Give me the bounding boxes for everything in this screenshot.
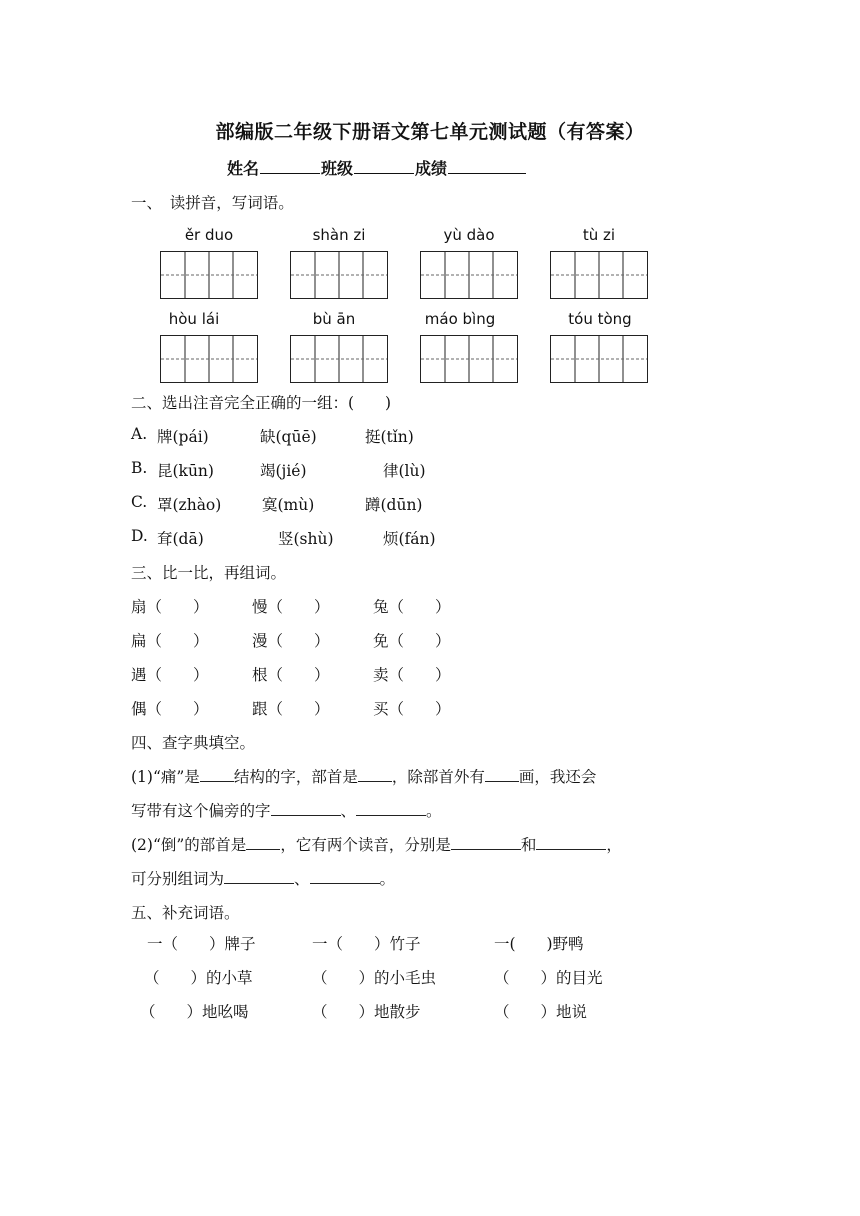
compare-item: 扇（ ） xyxy=(131,598,209,616)
writing-grid[interactable] xyxy=(290,335,388,383)
writing-grid[interactable] xyxy=(420,335,518,383)
option-item: 缺(qūē) xyxy=(260,428,317,446)
compare-item: 兔（ ） xyxy=(373,598,451,616)
answer-blank[interactable] xyxy=(451,835,521,850)
compare-item: 慢（ ） xyxy=(252,598,330,616)
question-text: ，除部首外有 xyxy=(391,768,485,786)
answer-blank[interactable] xyxy=(536,835,606,850)
option-item: 耷(dā) xyxy=(157,530,204,548)
question-text: 、 xyxy=(340,802,357,820)
question-text: (2)“倒”的部首是 xyxy=(131,836,247,854)
compare-item: 遇（ ） xyxy=(131,666,209,684)
pinyin-label: yù dào xyxy=(443,226,495,244)
option-item: 律(lù) xyxy=(383,462,426,480)
pinyin-label: máo bìng xyxy=(424,310,496,328)
question-text: 。 xyxy=(426,802,442,820)
question-text: ，它有两个读音，分别是 xyxy=(280,836,451,854)
option-item: 烦(fán) xyxy=(383,530,436,548)
section3-heading: 三、比一比，再组词。 xyxy=(131,564,287,582)
name-blank xyxy=(260,157,320,174)
answer-blank[interactable] xyxy=(200,767,234,782)
question-1-line-1 xyxy=(131,765,596,787)
question-text: 。 xyxy=(379,870,396,888)
question-2-line-2 xyxy=(131,867,395,889)
writing-grid[interactable] xyxy=(550,251,648,299)
answer-blank[interactable] xyxy=(485,767,519,782)
pinyin-label: hòu lái xyxy=(168,310,220,328)
question-1-line-2 xyxy=(131,799,442,821)
option-letter: D. xyxy=(131,527,148,545)
section1-heading: 一、 读拼音，写词语。 xyxy=(131,194,294,212)
question-text: 可分别组词为 xyxy=(131,870,225,888)
phrase-item: （ ）地说 xyxy=(494,1003,588,1021)
phrase-item: （ ）的小毛虫 xyxy=(312,969,437,987)
question-text: ， xyxy=(606,836,622,854)
writing-grid[interactable] xyxy=(550,335,648,383)
question-text: 和 xyxy=(520,836,537,854)
phrase-item: 一（ ）竹子 xyxy=(312,935,421,953)
class-blank xyxy=(354,157,414,174)
answer-blank[interactable] xyxy=(310,869,380,884)
option-item: 竭(jié) xyxy=(260,462,307,480)
option-item: 蹲(dūn) xyxy=(365,496,423,514)
phrase-item: 一（ ）牌子 xyxy=(147,935,256,953)
question-text: 画，我还会 xyxy=(518,768,597,786)
option-item: 罩(zhào) xyxy=(157,496,222,514)
answer-blank[interactable] xyxy=(356,801,426,816)
question-text: 、 xyxy=(294,870,310,888)
question-text: 写带有这个偏旁的字 xyxy=(131,802,271,820)
option-item: 竖(shù) xyxy=(278,530,334,548)
compare-item: 偶（ ） xyxy=(131,700,209,718)
section2-heading: 二、选出注音完全正确的一组：( ) xyxy=(131,394,392,412)
answer-blank[interactable] xyxy=(271,801,341,816)
compare-item: 根（ ） xyxy=(252,666,330,684)
option-item: 寞(mù) xyxy=(262,496,315,514)
compare-item: 扁（ ） xyxy=(131,632,209,650)
section4-heading: 四、查字典填空。 xyxy=(131,734,256,752)
phrase-item: 一( )野鸭 xyxy=(494,935,584,953)
name-label: 姓名 xyxy=(227,159,260,178)
pinyin-label: tóu tòng xyxy=(568,310,632,328)
compare-item: 跟（ ） xyxy=(252,700,330,718)
pinyin-label: shàn zi xyxy=(312,226,366,244)
pinyin-label: tù zi xyxy=(582,226,616,244)
question-2-line-1 xyxy=(131,833,622,855)
option-item: 挺(tǐn) xyxy=(365,428,414,446)
score-blank xyxy=(448,157,526,174)
phrase-item: （ ）的目光 xyxy=(494,969,603,987)
compare-item: 漫（ ） xyxy=(252,632,330,650)
writing-grid[interactable] xyxy=(290,251,388,299)
answer-blank[interactable] xyxy=(224,869,294,884)
option-letter: C. xyxy=(131,493,148,511)
compare-item: 免（ ） xyxy=(373,632,451,650)
option-letter: B. xyxy=(131,459,148,477)
writing-grid[interactable] xyxy=(160,251,258,299)
student-info xyxy=(227,156,527,179)
writing-grid[interactable] xyxy=(160,335,258,383)
compare-item: 买（ ） xyxy=(373,700,451,718)
phrase-item: （ ）的小草 xyxy=(144,969,253,987)
writing-grid[interactable] xyxy=(420,251,518,299)
question-text: (1)“痛”是 xyxy=(131,768,200,786)
option-item: 牌(pái) xyxy=(157,428,209,446)
answer-blank[interactable] xyxy=(246,835,280,850)
score-label: 成绩 xyxy=(415,159,448,178)
option-item: 昆(kūn) xyxy=(157,462,214,480)
section5-heading: 五、补充词语。 xyxy=(131,904,240,922)
phrase-item: （ ）地吆喝 xyxy=(140,1003,249,1021)
option-letter: A. xyxy=(131,425,148,443)
pinyin-label: bù ān xyxy=(312,310,356,328)
class-label: 班级 xyxy=(321,159,354,178)
page-title: 部编版二年级下册语文第七单元测试题（有答案） xyxy=(215,121,645,143)
question-text: 结构的字，部首是 xyxy=(233,768,358,786)
compare-item: 卖（ ） xyxy=(373,666,451,684)
phrase-item: （ ）地散步 xyxy=(312,1003,421,1021)
answer-blank[interactable] xyxy=(358,767,392,782)
pinyin-label: ěr duo xyxy=(184,226,234,244)
